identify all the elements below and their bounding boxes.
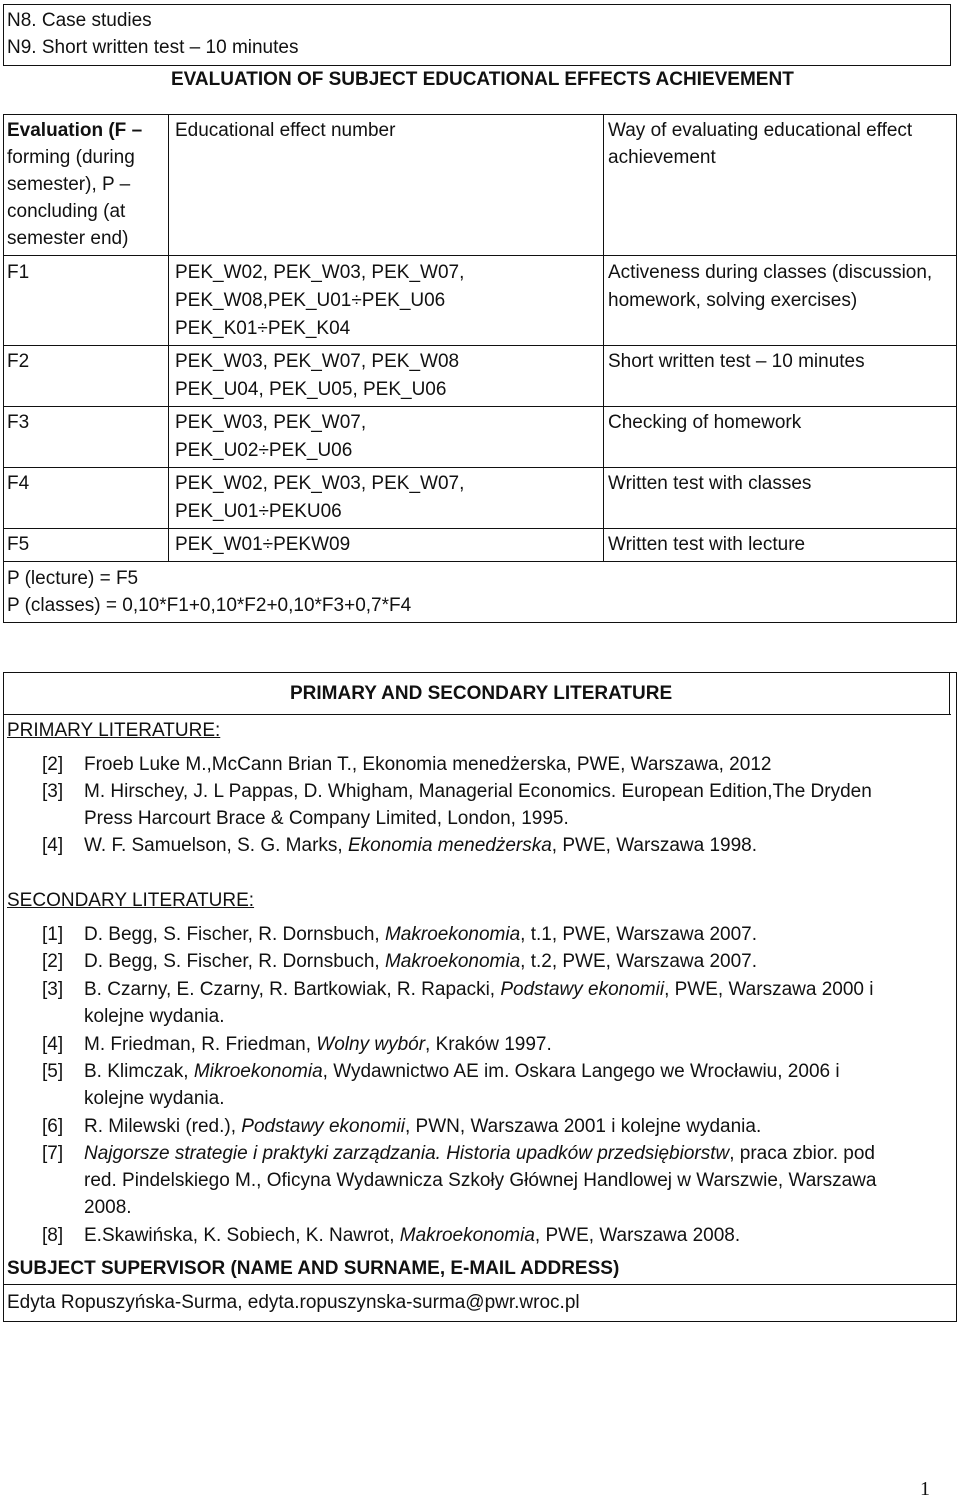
header-evaluation: semester), P – (7, 174, 131, 195)
row-way: Written test with lecture (608, 534, 806, 555)
row-effects: PEK_W03, PEK_W07, (175, 412, 367, 433)
table-divider-2 (603, 114, 604, 561)
primary-literature-label: PRIMARY LITERATURE: (7, 720, 221, 741)
header-way: Way of evaluating educational effect (608, 120, 913, 141)
row-way: Written test with classes (608, 473, 812, 494)
row-effects: PEK_U01÷PEKU06 (175, 501, 342, 522)
row-effects: PEK_U02÷PEK_U06 (175, 440, 353, 461)
header-evaluation: concluding (at (7, 201, 126, 222)
row-code: F1 (7, 262, 30, 283)
formula-classes: P (classes) = 0,10*F1+0,10*F2+0,10*F3+0,7*F4 (7, 595, 412, 616)
table-row-line (3, 345, 957, 346)
row-effects: PEK_W01÷PEKW09 (175, 534, 351, 555)
header-evaluation: Evaluation (F – (7, 120, 143, 141)
row-effects: PEK_U04, PEK_U05, PEK_U06 (175, 379, 447, 400)
method-n8: N8. Case studies (7, 10, 152, 31)
row-code: F4 (7, 473, 30, 494)
row-way: Short written test – 10 minutes (608, 351, 865, 372)
row-effects: PEK_W03, PEK_W07, PEK_W08 (175, 351, 460, 372)
row-code: F2 (7, 351, 30, 372)
row-way: Checking of homework (608, 412, 802, 433)
page-number: 1 (920, 1478, 930, 1500)
row-way: Activeness during classes (discussion, (608, 262, 933, 283)
row-code: F3 (7, 412, 30, 433)
header-effect-number: Educational effect number (175, 120, 396, 141)
supervisor-value: Edyta Ropuszyńska-Surma, edyta.ropuszynska-surma@pwr.wroc.pl (7, 1292, 580, 1313)
row-code: F5 (7, 534, 30, 555)
table-row-line (3, 406, 957, 407)
table-row-line (3, 561, 957, 562)
header-way: achievement (608, 147, 716, 168)
row-effects: PEK_W02, PEK_W03, PEK_W07, (175, 473, 465, 494)
literature-title: PRIMARY AND SECONDARY LITERATURE (290, 683, 673, 704)
supervisor-line (3, 1284, 957, 1285)
evaluation-title: EVALUATION OF SUBJECT EDUCATIONAL EFFECTS ACHIEVEMENT (171, 69, 794, 90)
table-divider-1 (168, 114, 169, 561)
supervisor-title: SUBJECT SUPERVISOR (NAME AND SURNAME, E-MAIL ADDRESS) (7, 1258, 620, 1279)
table-row-line (3, 255, 957, 256)
literature-title-line (3, 714, 951, 715)
row-way: homework, solving exercises) (608, 290, 858, 311)
header-evaluation: semester end) (7, 228, 129, 249)
secondary-literature-label: SECONDARY LITERATURE: (7, 890, 255, 911)
formula-lecture: P (lecture) = F5 (7, 568, 139, 589)
table-row-line (3, 467, 957, 468)
header-evaluation: forming (during (7, 147, 135, 168)
method-n9: N9. Short written test – 10 minutes (7, 37, 299, 58)
literature-title-side (949, 672, 950, 714)
row-effects: PEK_W02, PEK_W03, PEK_W07, (175, 262, 465, 283)
table-row-line (3, 528, 957, 529)
row-effects: PEK_K01÷PEK_K04 (175, 318, 351, 339)
row-effects: PEK_W08,PEK_U01÷PEK_U06 (175, 290, 446, 311)
